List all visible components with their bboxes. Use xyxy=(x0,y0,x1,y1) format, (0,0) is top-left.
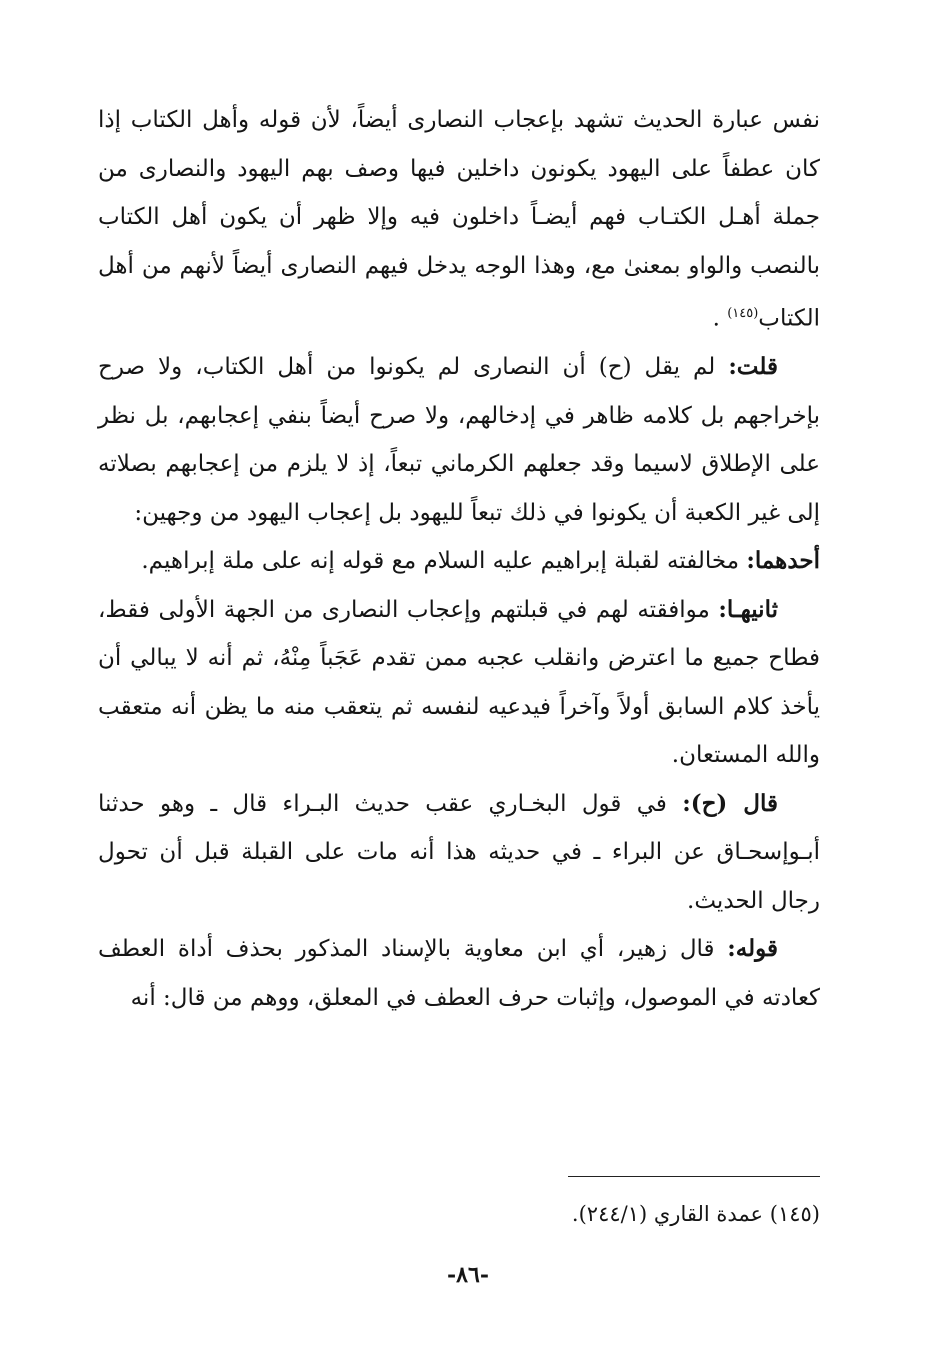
paragraph-lead: قلت: xyxy=(728,353,778,381)
paragraph-3 xyxy=(98,537,820,586)
paragraph-lead: قال (ح): xyxy=(682,789,779,817)
paragraph-text: مخالفته لقبلة إبراهيم عليه السلام مع قوله إنه على ملة إبراهيم. xyxy=(141,548,740,575)
paragraph-2 xyxy=(98,343,820,537)
paragraph-4 xyxy=(98,586,820,780)
paragraph-text: نفس عبارة الحديث تشهد بإعجاب النصارى أيضاً، لأن قوله وأهل الكتاب إذا كان عطفاً على اليهود يكونون داخلين فيها وصف بهم اليهود والنصارى من جملة أهـل الكتـاب فهم أيضـاً داخلون فيه وإلا ظهر أن يكون أهل الكتاب بالنصب والواو بمعنىٰ مع، وهذا الوجه يدخل فيهم النصارى أيضاً لأنهم من أهل الكتاب xyxy=(98,107,820,332)
paragraph-lead: ثانيهـا: xyxy=(718,595,778,623)
paragraph-tail: . xyxy=(712,305,720,332)
paragraph-lead: أحدهما: xyxy=(746,547,820,575)
paragraph-text: في قول البخـاري عقب حديث البـراء قال ـ وهو حدثنا أبـوإسحـاق عن البراء ـ في حديثه هذا أنه مات على القبلة قبل أن تحول رجال الحديث. xyxy=(98,790,820,914)
paragraph-text: لم يقل (ح) أن النصارى لم يكونوا من أهل الكتاب، ولا صرح بإخراجهم بل كلامه ظاهر في إدخالهم، ولا صرح أيضاً بنفي إعجابهم، بل نظر على الإطلاق لاسيما وقد جعلهم الكرماني تبعاً، إذ لا يلزم من إعجابهم بصلاته إلى غير الكعبة أن يكونوا في ذلك تبعاً لليهود بل إعجاب اليهود من وجهين: xyxy=(98,354,820,526)
paragraph-6 xyxy=(98,925,820,1022)
paragraph-1 xyxy=(98,96,820,343)
paragraph-5 xyxy=(98,780,820,926)
page-number: -٨٦- xyxy=(447,1262,489,1288)
paragraph-lead: قوله: xyxy=(727,935,779,963)
footnote-reference[interactable]: (١٤٥) xyxy=(727,306,759,321)
paragraph-text: موافقته لهم في قبلتهم وإعجاب النصارى من الجهة الأولى فقط، فطاح جميع ما اعترض وانقلب عجبه ممن تقدم عَجَباً مِنْهُ، ثم أنه لا يبالي أن يأخذ كلام السابق أولاً وآخراً فيدعيه لنفسه ثم يتعقب منه ما يظن أنه متعقب والله المستعان. xyxy=(98,596,820,769)
footnote-separator xyxy=(568,1176,820,1177)
paragraph-text: قال زهير، أي ابن معاوية بالإسناد المذكور بحذف أداة العطف كعادته في الموصول، وإثبات حرف العطف في المعلق، ووهم من قال: أنه xyxy=(98,936,820,1011)
main-text xyxy=(98,96,820,1022)
footnote: (١٤٥) عمدة القاري (٢٤٤/١). xyxy=(571,1202,820,1226)
